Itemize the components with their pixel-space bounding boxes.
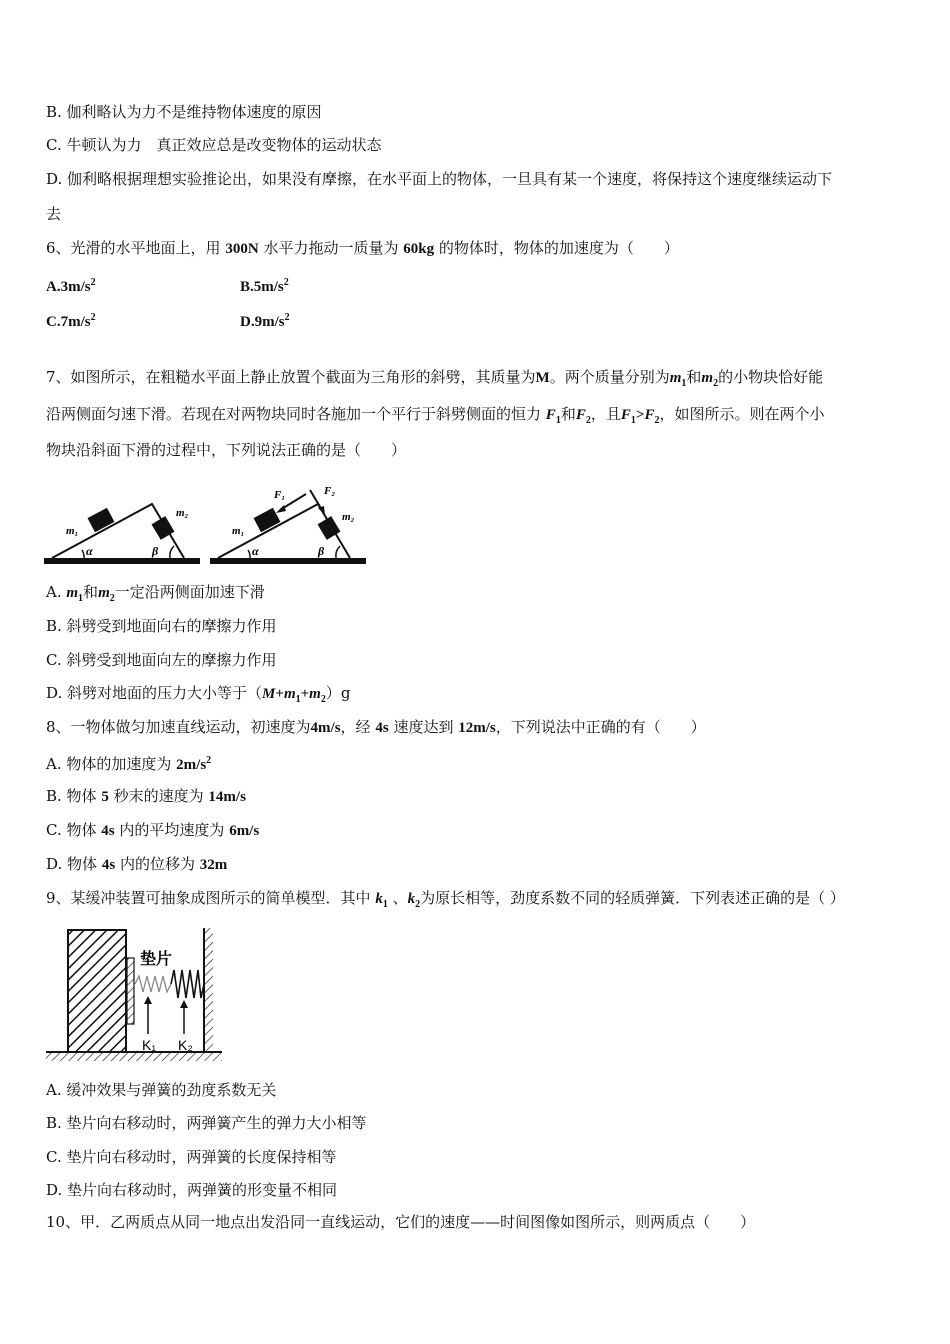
q7-option-b: B. 斜劈受到地面向右的摩擦力作用: [46, 617, 277, 635]
block: [68, 930, 126, 1052]
label-m1: m₁: [66, 525, 79, 537]
label-f2: F₂: [324, 485, 336, 497]
q6-option-c: $C.7m/s^2$: [46, 312, 96, 330]
q8-option-d: D. 物体 4s 内的位移为 32m: [46, 855, 228, 873]
q8-stem: 8、一物体做匀加速直线运动，初速度为4m/s，经 4s 速度达到 12m/s，下列说法中正确的有（ ）: [46, 718, 706, 736]
q7-option-c: C. 斜劈受到地面向左的摩擦力作用: [46, 651, 277, 669]
wedge-right: [210, 485, 366, 564]
q9-option-c: C. 垫片向右移动时，两弹簧的长度保持相等: [46, 1148, 337, 1166]
q7-option-a: A. $m_1$和$m_2$一定沿两侧面加速下滑: [46, 583, 265, 604]
q9-option-a: A. 缓冲效果与弹簧的劲度系数无关: [46, 1081, 277, 1099]
q7-stem-line2: 沿两侧面匀速下滑。若现在对两物块同时各施加一个平行于斜劈侧面的恒力 $F_1$和$F_2$，且$F_1>F_2$，如图所示。则在两个小: [46, 405, 825, 426]
label-k2: K₂: [178, 1037, 193, 1053]
pad: [127, 958, 134, 1024]
spring-k2: [171, 970, 204, 998]
label-alpha: α: [86, 544, 93, 558]
q7-stem-line1: 7、如图所示，在粗糙水平面上静止放置个截面为三角形的斜劈，其质量为M。两个质量分别为$m_1$和$m_2$的小物块恰好能: [46, 368, 824, 389]
svg-text:m₂: m₂: [342, 511, 355, 523]
q5-option-d-line1: D. 伽利略根据理想实验推论出，如果没有摩擦，在水平面上的物体，一旦具有某一个速度，将保持这个速度继续运动下: [46, 170, 833, 188]
label-m2: m₂: [176, 507, 189, 519]
block-m1: [88, 508, 115, 532]
q9-option-d: D. 垫片向右移动时，两弹簧的形变量不相同: [46, 1181, 338, 1199]
q5-option-c: C. 牛顿认为力 真正效应总是改变物体的运动状态: [46, 136, 382, 154]
q5-option-d-line2: 去: [46, 205, 62, 223]
q9-stem: 9、某缓冲装置可抽象成图所示的简单模型．其中 $k_1$ 、$k_2$为原长相等，劲度系数不同的轻质弹簧．下列表述正确的是（ ）: [46, 889, 845, 910]
label-f1: F₁: [274, 489, 286, 501]
q7-stem-line3: 物块沿斜面下滑的过程中，下列说法正确的是（ ）: [46, 441, 407, 459]
label-beta: β: [152, 544, 159, 558]
q8-option-a: A. 物体的加速度为 $2m/s^2$: [46, 755, 212, 773]
q6-stem: 6、光滑的水平地面上，用 300N 水平力拖动一质量为 60kg 的物体时，物体的加速度为（ ）: [46, 239, 679, 257]
q8-option-b: B. 物体 5 秒末的速度为 14m/s: [46, 787, 246, 805]
q6-option-d: $D.9m/s^2$: [240, 312, 290, 330]
svg-text:β: β: [318, 544, 325, 558]
q7-wedge-figure: [44, 480, 366, 570]
spring-k1: [135, 976, 171, 992]
q7-option-d: D. 斜劈对地面的压力大小等于$(M+m_1+m_2)g$: [46, 684, 351, 705]
label-pad: 垫片: [140, 949, 173, 968]
q9-option-b: B. 垫片向右移动时，两弹簧产生的弹力大小相等: [46, 1114, 367, 1132]
q5-option-b: B. 伽利略认为力不是维持物体速度的原因: [46, 103, 322, 121]
wedge-left: [44, 504, 200, 564]
svg-text:α: α: [252, 544, 259, 558]
q6-option-b: $B.5m/s^2$: [240, 277, 289, 295]
q10-stem: 10、甲．乙两质点从同一地点出发沿同一直线运动，它们的速度——时间图像如图所示，则两质点（ ）: [46, 1213, 756, 1231]
q6-option-a: $A.3m/s^2$: [46, 277, 96, 295]
q9-buffer-figure: [44, 924, 224, 1066]
svg-text:m₁: m₁: [232, 525, 245, 537]
label-k1: K₁: [142, 1037, 157, 1053]
q8-option-c: C. 物体 4s 内的平均速度为 6m/s: [46, 821, 260, 839]
